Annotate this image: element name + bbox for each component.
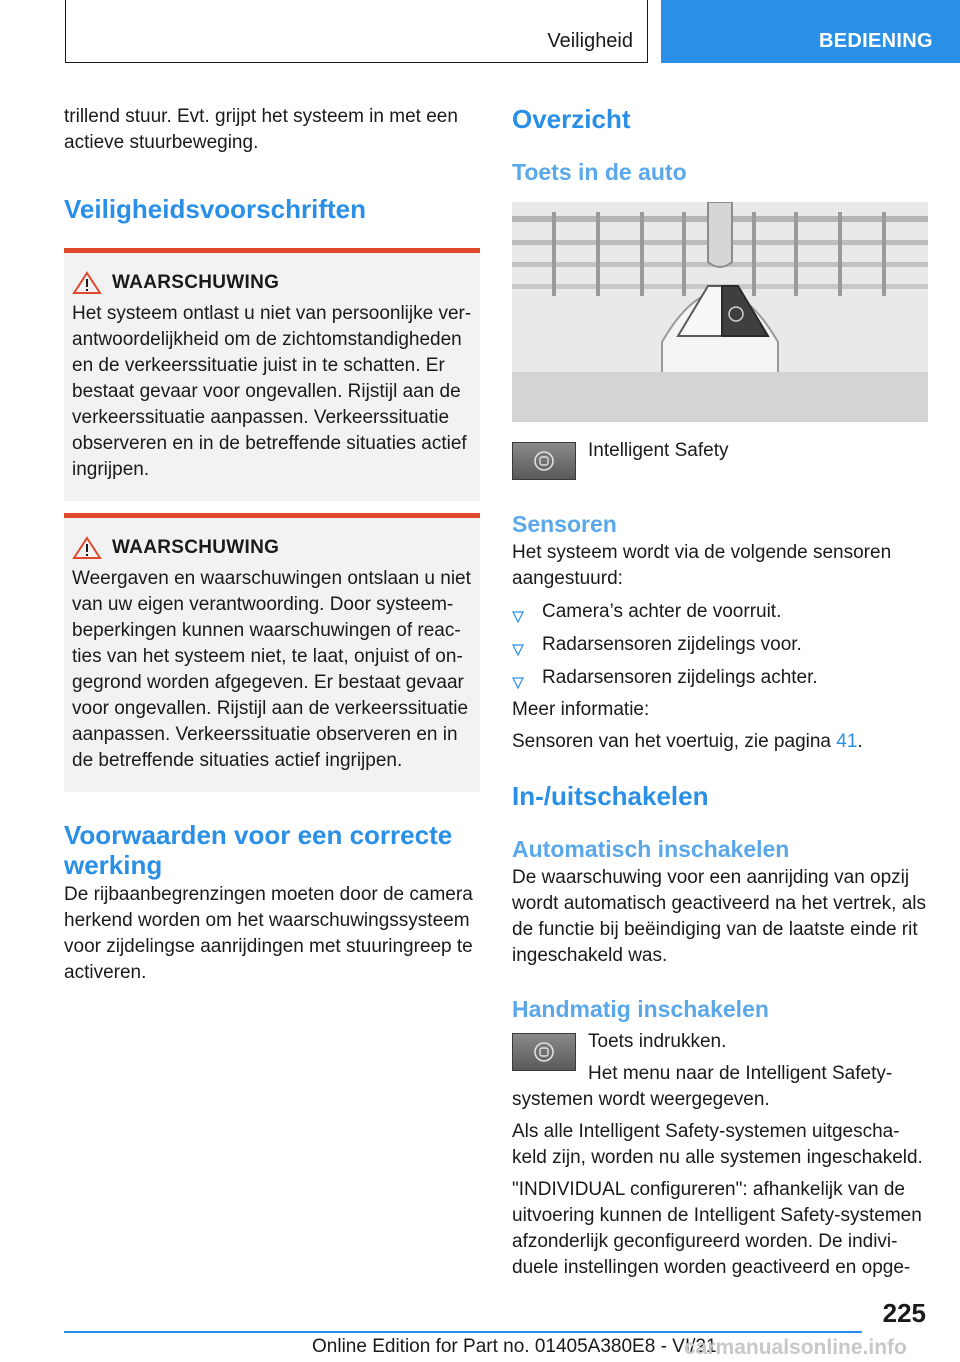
auto-heading: Automatisch inschakelen [512, 836, 790, 862]
bullet-triangle-icon [512, 605, 524, 631]
button-heading: Toets in de auto [512, 159, 687, 185]
warning-1-title: WAARSCHUWING [112, 272, 280, 293]
warning-1-text: Het systeem ontlast u niet van persoonlijke verantwoordelijkheid om de zichtomstandigheden en de verkeerssituatie juist in te schatten. Er bestaat gevaar voor ongevallen. Rijstijl aan de verkeerssituatie aanpassen. Verkeerssituatie observeren en in de betreffende situaties actief ingrijpen. [72, 303, 472, 480]
air-vent-illustration [512, 202, 928, 422]
intro-paragraph: trillend stuur. Evt. grijpt het systeem in met een actieve stuurbeweging. [64, 106, 458, 153]
watermark: carmanualsonline.info [684, 1336, 907, 1359]
warning-box-2 [64, 513, 480, 792]
manual-step-1: Toets indrukken. [588, 1031, 727, 1052]
warning-box-1 [64, 248, 480, 501]
right-column [512, 100, 928, 1281]
onoff-heading: In-/uitschakelen [512, 781, 709, 811]
intelligent-safety-button-icon [512, 1033, 576, 1071]
dashboard-button-photo [512, 202, 928, 422]
more-info-reference: Sensoren van het voertuig, zie pagina 41. [512, 731, 863, 752]
conditions-text: De rijbaanbegrenzingen moeten door de camera herkend worden om het waarschuwingssysteem voor zijdelingse aanrijdingen met stuuringreep te activeren. [64, 884, 473, 983]
conditions-heading: Voorwaarden voor een correcte werking [64, 820, 453, 880]
button-legend-label: Intelligent Safety [588, 440, 729, 461]
list-item: Camera’s achter de voorruit. [512, 599, 928, 625]
edition-note: Online Edition for Part no. 01405A380E8 - VI/21 [312, 1336, 717, 1357]
page-link[interactable]: 41 [836, 731, 858, 752]
bullet-triangle-icon [512, 671, 524, 697]
auto-text: De waarschuwing voor een aanrijding van opzij wordt automatisch geactiveerd na het vertrek, als de functie bij beëindiging van de laatste einde rit ingeschakeld was. [512, 867, 926, 966]
manual-heading: Handmatig inschakelen [512, 996, 769, 1022]
sensors-intro: Het systeem wordt via de volgende sensoren aangestuurd: [512, 542, 892, 589]
warning-2-text: Weergaven en waarschuwingen ontslaan u niet van uw eigen verantwoording. Door systeembeperkingen kunnen waarschuwingen of reacties van het systeem niet, te laat, onjuist of ongegrond worden afgegeven. Er bestaat gevaar voor ongevallen. Rijstijl aan de verkeerssituatie aanpassen. Verkeerssituatie observeren en in de betreffende situaties actief ingrijpen. [72, 568, 471, 771]
list-item: Radarsensoren zijdelings achter. [512, 665, 928, 691]
warning-2-header [72, 536, 472, 560]
warning-triangle-icon [72, 536, 112, 560]
header-section-title: Veiligheid [547, 30, 633, 52]
manual-step-2b: systemen wordt weergegeven. [512, 1089, 770, 1110]
warning-2-title: WAARSCHUWING [112, 537, 280, 558]
footer-rule [64, 1331, 862, 1333]
page-header [0, 0, 960, 66]
manual-paragraph-2: "INDIVIDUAL configureren": afhankelijk van de uitvoering kunnen de Intelligent Safety-systemen afzonderlijk geconfigureerd worden. De individuele instellingen worden geactiveerd en opge- [512, 1179, 922, 1278]
manual-step [512, 1033, 928, 1087]
page-number: 225 [882, 1298, 926, 1328]
more-info-label: Meer informatie: [512, 699, 650, 720]
sensors-list [512, 599, 928, 691]
intelligent-safety-button-icon [512, 442, 576, 480]
manual-step-text [588, 1029, 892, 1087]
bullet-triangle-icon [512, 638, 524, 664]
button-legend [512, 442, 928, 480]
overview-heading: Overzicht [512, 104, 631, 134]
manual-step-2a: Het menu naar de Intelligent Safety- [588, 1063, 893, 1084]
warning-1-header [72, 271, 472, 295]
sensors-heading: Sensoren [512, 511, 617, 537]
safety-heading: Veiligheidsvoorschriften [64, 194, 366, 224]
warning-triangle-icon [72, 271, 112, 295]
header-chapter-tab: BEDIENING [661, 0, 960, 63]
manual-paragraph-1: Als alle Intelligent Safety-systemen uitgeschakeld zijn, worden nu alle systemen ingeschakeld. [512, 1121, 923, 1168]
list-item: Radarsensoren zijdelings voor. [512, 632, 928, 658]
left-column [64, 100, 480, 986]
header-section-box [65, 0, 648, 63]
